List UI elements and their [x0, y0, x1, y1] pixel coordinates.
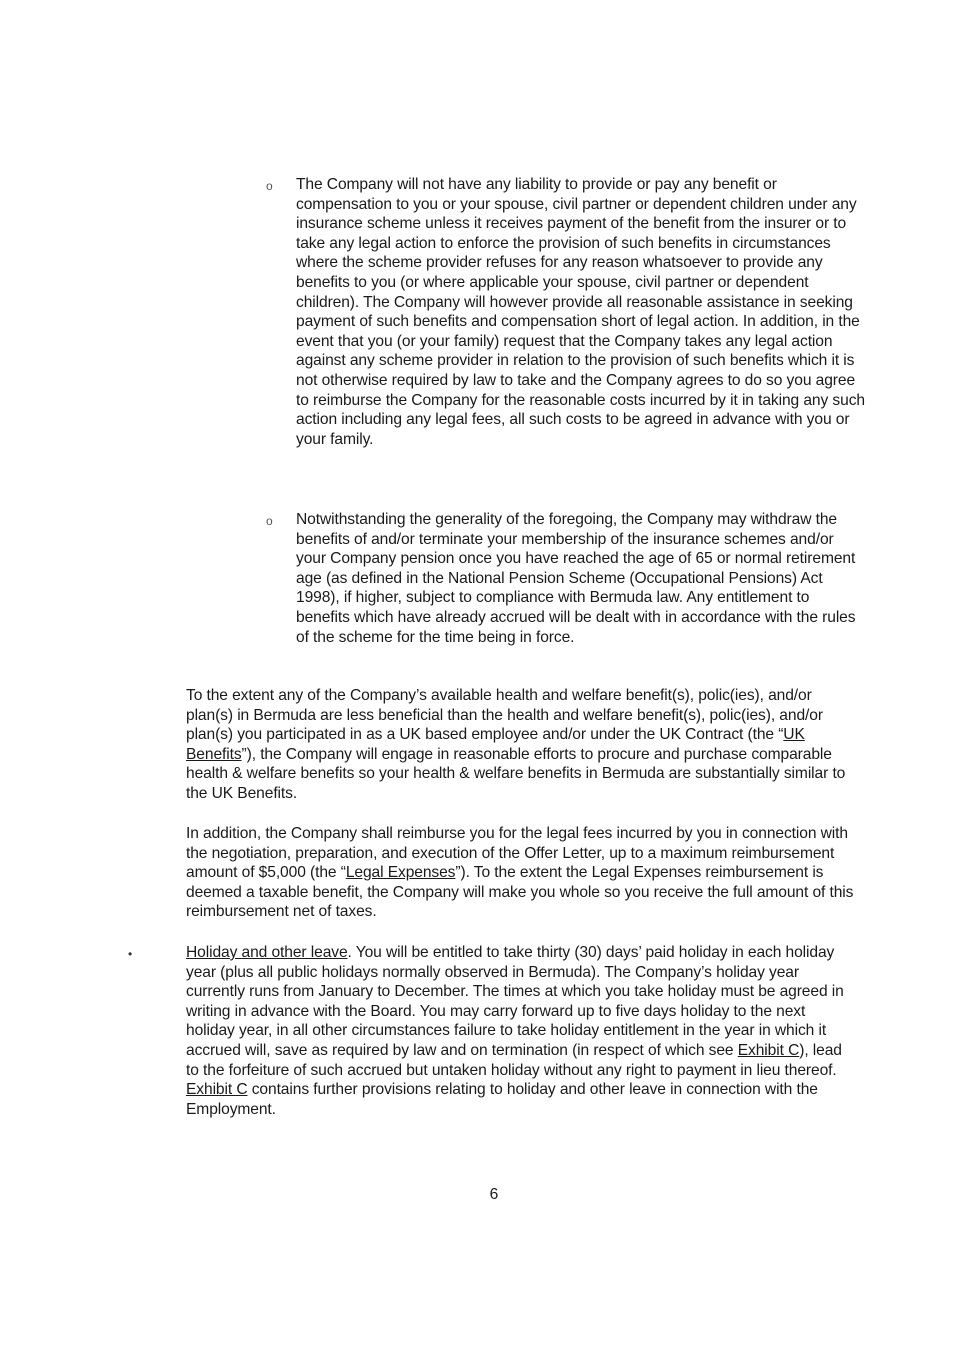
- exhibit-c-reference: Exhibit C: [737, 1041, 800, 1059]
- holiday-leave-heading: Holiday and other leave: [186, 944, 348, 961]
- sub-bullet-marker: o: [266, 514, 273, 528]
- legal-expenses-paragraph: In addition, the Company shall reimburse you for the legal fees incurred by you in connection with the negotiation, preparation, and execution of the Offer Letter, up to a maximum reimbursement amount of $5,000 (the “Legal Expenses”). To the extent the Legal Expenses reimbursement is deemed a taxable benefit, the Company will make you whole so you receive the full amount of this reimbursement net of taxes.: [186, 825, 854, 921]
- page-number: 6: [489, 1186, 499, 1203]
- uk-benefits-term: UK Benefits: [186, 726, 805, 763]
- holiday-leave-paragraph: Holiday and other leave. You will be entitled to take thirty (30) days’ paid holiday in each holiday year (plus all public holidays normally observed in Bermuda). The Company’s holiday year currently runs from January to December. The times at which you take holiday must be agreed in writing in advance with the Board. You may carry forward up to five days holiday to the next holiday year, in all other circumstances failure to take holiday entitlement in the year in which it accrued will, save as required by law and on termination (in respect of which see Exhibit C), lead to the forfeiture of such accrued but untaken holiday without any right to payment in lieu thereof. Exhibit C contains further provisions relating to holiday and other leave in connection with the Employment.: [186, 944, 844, 1118]
- withdrawal-of-benefits-paragraph: Notwithstanding the generality of the foregoing, the Company may withdraw the benefits of and/or terminate your membership of the insurance schemes and/or your Company pension once you have reached the age of 65 or normal retirement age (as defined in the National Pension Scheme (Occupational Pensions) Act 1998), if higher, subject to compliance with Bermuda law. Any entitlement to benefits which have already accrued will be dealt with in accordance with the rules of the scheme for the time being in force.: [296, 511, 856, 646]
- exhibit-c-reference: Exhibit C: [186, 1081, 248, 1099]
- insurance-liability-paragraph: The Company will not have any liability to provide or pay any benefit or compensation to you or your spouse, civil partner or dependent children under any insurance scheme unless it receives payment of the benefit from the insurer or to take any legal action to enforce the provision of such benefits in circumstances where the scheme provider refuses for any reason whatsoever to provide any benefits to you (or where applicable your spouse, civil partner or dependent children). The Company will however provide all reasonable assistance in seeking payment of such benefits and compensation short of legal action. In addition, in the event that you (or your family) request that the Company takes any legal action against any scheme provider in relation to the provision of such benefits which it is not otherwise required by law to take and the Company agrees to do so you agree to reimburse the Company for the reasonable costs incurred by it in taking any such action including any legal fees, all such costs to be agreed in advance with you or your family.: [296, 176, 865, 448]
- bullet-marker: •: [128, 947, 133, 961]
- sub-bullet-marker: o: [266, 179, 273, 193]
- uk-benefits-paragraph: To the extent any of the Company’s available health and welfare benefit(s), polic(ies), and/or plan(s) in Bermuda are less beneficial than the health and welfare benefit(s), polic(ies), and/or plan(s) you participated in as a UK based employee and/or under the UK Contract (the “UK Benefits”), the Company will engage in reasonable efforts to procure and purchase comparable health & welfare benefits so your health & welfare benefits in Bermuda are substantially similar to the UK Benefits.: [186, 687, 846, 802]
- legal-expenses-term: Legal Expenses: [345, 864, 456, 882]
